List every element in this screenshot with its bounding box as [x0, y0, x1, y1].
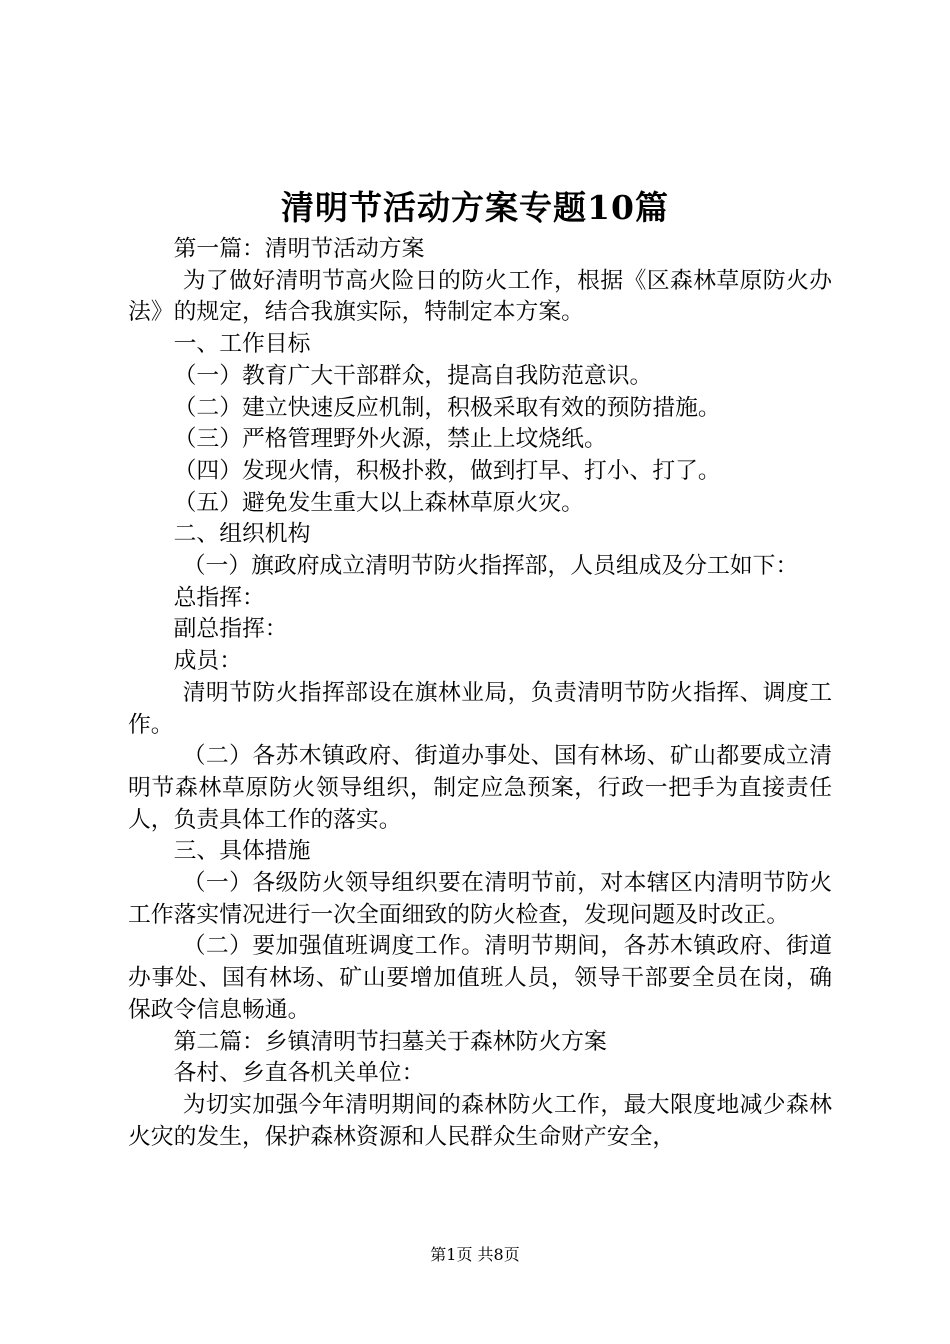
section-heading-2: 第二篇：乡镇清明节扫墓关于森林防火方案	[173, 1028, 607, 1055]
list-item: （二）要加强值班调度工作。清明节期间，各苏木镇政府、街道办事处、国有林场、矿山要增加值班人员，领导干部要全员在岗，确保政令信息畅通。	[128, 933, 832, 1023]
role-line: 总指挥：	[173, 584, 265, 611]
page-footer: 第1页 共8页	[430, 1245, 520, 1264]
paragraph: 为了做好清明节高火险日的防火工作，根据《区森林草原防火办法》的规定，结合我旗实际，特制定本方案。	[128, 267, 832, 326]
list-item: （二）各苏木镇政府、街道办事处、国有林场、矿山都要成立清明节森林草原防火领导组织，制定应急预案，行政一把手为直接责任人，负责具体工作的落实。	[128, 743, 832, 833]
list-item: （一）旗政府成立清明节防火指挥部，人员组成及分工如下：	[182, 553, 799, 580]
list-item: （三）严格管理野外火源，禁止上坟烧纸。	[173, 426, 607, 453]
section-heading: 三、具体措施	[173, 838, 311, 865]
section-heading-1: 第一篇：清明节活动方案	[173, 236, 425, 262]
list-item: （一）教育广大干部群众，提高自我防范意识。	[173, 362, 653, 389]
section-heading: 二、组织机构	[173, 521, 311, 548]
section-heading: 一、工作目标	[173, 331, 311, 358]
document-title: 清明节活动方案专题10篇	[281, 188, 669, 227]
salutation: 各村、乡直各机关单位：	[173, 1060, 425, 1087]
paragraph: 清明节防火指挥部设在旗林业局，负责清明节防火指挥、调度工作。	[128, 679, 832, 738]
role-line: 成员：	[173, 648, 242, 675]
document-body	[128, 234, 832, 1153]
role-line: 副总指挥：	[173, 616, 288, 643]
list-item: （二）建立快速反应机制，积极采取有效的预防措施。	[173, 394, 721, 421]
list-item: （四）发现火情，积极扑救，做到打早、打小、打了。	[173, 457, 721, 484]
list-item: （一）各级防火领导组织要在清明节前，对本辖区内清明节防火工作落实情况进行一次全面细致的防火检查，发现问题及时改正。	[128, 870, 832, 928]
paragraph: 为切实加强今年清明期间的森林防火工作，最大限度地减少森林火灾的发生，保护森林资源和人民群众生命财产安全，	[128, 1091, 832, 1150]
list-item: （五）避免发生重大以上森林草原火灾。	[173, 489, 584, 516]
